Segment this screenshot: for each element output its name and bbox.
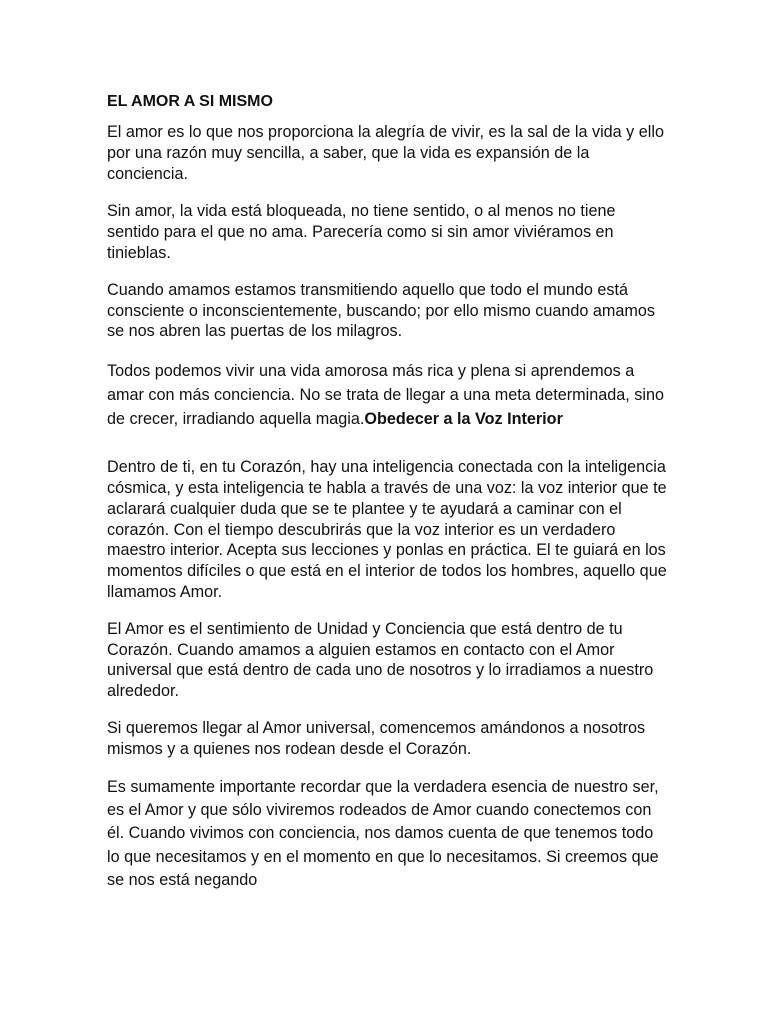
paragraph-8: Es sumamente importante recordar que la verdadera esencia de nuestro ser, es el Amor y que sólo viviremos rodeados de Amor cuando conectemos con él. Cuando vivimos con conciencia, nos damos cuenta de que tenemos todo lo que necesitamos y en el momento en que lo necesitamos. Si creemos que se nos está negando <box>107 777 659 890</box>
paragraph-4-text: Todos podemos vivir una vida amorosa más rica y plena si aprendemos a amar con más conciencia. No se trata de llegar a una meta determinada, sino de crecer, irradiando aquella magia. <box>107 362 664 429</box>
paragraph-6: El Amor es el sentimiento de Unidad y Conciencia que está dentro de tu Corazón. Cuando amamos a alguien estamos en contacto con el Amor universal que está dentro de cada uno de nosotros y lo irradiamos a nuestro alrededor. <box>107 619 654 701</box>
paragraph-2: Sin amor, la vida está bloqueada, no tiene sentido, o al menos no tiene sentido para el que no ama. Parecería como si sin amor viviéramos en tinieblas. <box>107 202 616 262</box>
document-title: EL AMOR A SI MISMO <box>107 93 273 110</box>
paragraph-3: Cuando amamos estamos transmitiendo aquello que todo el mundo está consciente o inconscientemente, buscando; por ello mismo cuando amamos se nos abren las puertas de los milagros. <box>107 280 655 341</box>
paragraph-7: Si queremos llegar al Amor universal, comencemos amándonos a nosotros mismos y a quienes nos rodean desde el Corazón. <box>107 718 646 758</box>
paragraph-1: El amor es lo que nos proporciona la alegría de vivir, es la sal de la vida y ello por una razón muy sencilla, a saber, que la vida es expansión de la conciencia. <box>107 123 664 183</box>
section-heading: Obedecer a la Voz Interior <box>364 410 563 429</box>
document-page <box>107 92 667 910</box>
paragraph-4 <box>107 359 667 431</box>
paragraph-5: Dentro de ti, en tu Corazón, hay una inteligencia conectada con la inteligencia cósmica, y esta inteligencia te habla a través de una voz: la voz interior que te aclarará cualquier duda que se te plantee y te ayudará a caminar con el corazón. Con el tiempo descubrirás que la voz interior es un verdadero maestro interior. Acepta sus lecciones y ponlas en práctica. El te guiará en los momentos difíciles o que está en el interior de todos los hombres, aquello que llamamos Amor. <box>107 458 667 601</box>
